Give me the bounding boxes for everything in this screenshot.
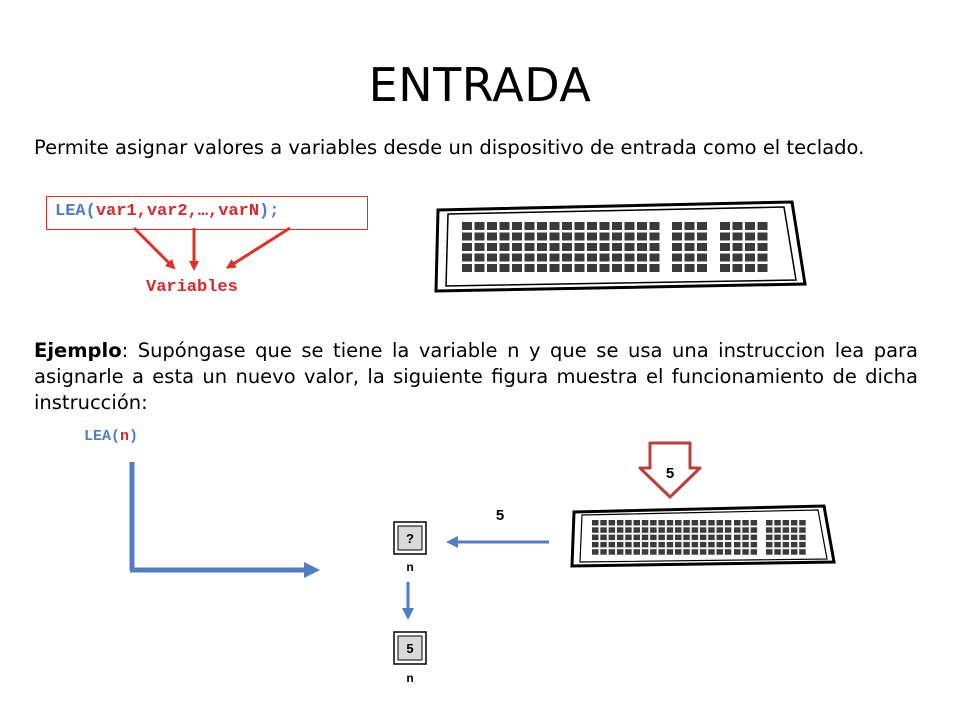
keyboard-key [700,520,707,526]
keyboard-key [667,542,674,548]
keyboard-key [745,254,755,262]
keyboard-key [799,549,806,555]
keyboard-key [742,520,749,526]
keyboard-key [617,527,624,533]
input-value: 5 [665,465,675,482]
keyboard-key [720,243,730,251]
keyboard-key [475,264,485,272]
keyboard-key [637,264,647,272]
keyboard-key [650,527,657,533]
keyboard-key [475,222,485,230]
keyboard-key [685,254,695,262]
keyboard-key [734,535,741,541]
keyboard-key [462,264,472,272]
keyboard-key [700,535,707,541]
keyboard-key [734,520,741,526]
keyboard-key [512,222,522,230]
keyboard-key [600,549,607,555]
keyboard-key [672,233,682,241]
variables-label: Variables [146,278,238,297]
keyboard-key [783,542,790,548]
keyboard-key [700,527,707,533]
keyboard-key [791,535,798,541]
keyboard-key [587,254,597,262]
keyboard-key [766,535,773,541]
keyboard-key [609,542,616,548]
keyboard-key [672,254,682,262]
keyboard-key [487,254,497,262]
keyboard-key [462,254,472,262]
keyboard-key [625,535,632,541]
keyboard-key [634,542,641,548]
keyboard-key [667,549,674,555]
keyboard-key [742,549,749,555]
keyboard-key [733,233,743,241]
keyboard-key [667,527,674,533]
keyboard-key [587,233,597,241]
keyboard-key [697,233,707,241]
down-arrow-icon [640,443,700,497]
keyboard-key [487,264,497,272]
keyboard-key [592,542,599,548]
example-code-arg: n [120,428,130,445]
keyboard-key [650,243,660,251]
keyboard-key [733,264,743,272]
keyboard-key [667,535,674,541]
keyboard-key [658,520,665,526]
keyboard-key [758,233,768,241]
keyboard-key [612,254,622,262]
keyboard-key [742,542,749,548]
keyboard-key [600,264,610,272]
keyboard-key [751,535,758,541]
keyboard-key [642,542,649,548]
keyboard-key [625,254,635,262]
variable-box-after [394,632,426,685]
keyboard-key [725,520,732,526]
keyboard-key [550,233,560,241]
keyboard-key [658,527,665,533]
keyboard-key [625,549,632,555]
keyboard-key [692,527,699,533]
keyboard-key [500,243,510,251]
keyboard-key [700,549,707,555]
keyboard-key [600,520,607,526]
keyboard-key [751,520,758,526]
example-code-prefix: LEA( [84,428,121,445]
keyboard-key [667,520,674,526]
keyboard-key [734,527,741,533]
keyboard-key [575,222,585,230]
keyboard-key [725,549,732,555]
keyboard-key [600,254,610,262]
keyboard-key [609,549,616,555]
keyboard-key [525,254,535,262]
keyboard-key [720,264,730,272]
keyboard-key [475,243,485,251]
keyboard-key [791,549,798,555]
keyboard-key [774,549,781,555]
keyboard-key [625,222,635,230]
keyboard-key [500,254,510,262]
syntax-suffix: ); [259,202,280,221]
keyboard-key [462,243,472,251]
example-text: : Supóngase que se tiene la variable n y que se usa una instruccion lea para asignarle a esta un nuevo valor, la siguiente figura muestra el funcionamiento de dicha instrucción: [34,339,918,414]
keyboard-key [799,520,806,526]
keyboard-key [700,542,707,548]
keyboard-key [625,542,632,548]
keyboard-key [537,264,547,272]
keyboard-key [562,233,572,241]
keyboard-key [500,233,510,241]
keyboard-key [600,222,610,230]
keyboard-key [550,254,560,262]
keyboard-key [672,264,682,272]
keyboard-key [512,243,522,251]
example-code-suffix: ) [129,428,139,445]
keyboard-key [720,254,730,262]
keyboard-key [717,542,724,548]
before-value: ? [406,531,414,546]
keyboard-key [758,243,768,251]
keyboard-key [537,254,547,262]
keyboard-key [617,535,624,541]
keyboard-key [692,542,699,548]
keyboard-key [525,264,535,272]
keyboard-key [692,535,699,541]
keyboard-key [799,535,806,541]
keyboard-key [625,527,632,533]
keyboard-key [751,527,758,533]
keyboard-key [625,520,632,526]
keyboard-key [634,527,641,533]
keyboard-key [734,549,741,555]
keyboard-key [592,549,599,555]
keyboard-key [733,222,743,230]
keyboard-key [717,527,724,533]
keyboard-key [475,254,485,262]
keyboard-key [791,520,798,526]
keyboard-key [642,535,649,541]
keyboard-key [587,222,597,230]
keyboard-key [733,254,743,262]
keyboard-key [512,233,522,241]
keyboard-key [766,520,773,526]
keyboard-key [717,520,724,526]
keyboard-key [675,520,682,526]
keyboard-key [766,549,773,555]
keyboard-key [745,243,755,251]
keyboard-key [600,535,607,541]
keyboard-icon [572,506,834,566]
syntax-args: var1,var2,…,varN [95,202,260,221]
keyboard-key [500,222,510,230]
keyboard-key [634,520,641,526]
keyboard-key [697,222,707,230]
keyboard-key [717,549,724,555]
keyboard-key [650,264,660,272]
keyboard-key [720,233,730,241]
keyboard-key [708,542,715,548]
keyboard-key [685,243,695,251]
after-value: 5 [406,641,414,656]
keyboard-key [742,535,749,541]
keyboard-key [683,527,690,533]
keyboard-key [717,535,724,541]
keyboard-key [575,233,585,241]
keyboard-key [742,527,749,533]
slide-title: ENTRADA [368,58,592,112]
keyboard-key [774,542,781,548]
keyboard-key [783,520,790,526]
keyboard-key [685,222,695,230]
keyboard-key [791,542,798,548]
after-label: n [406,671,414,685]
keyboard-key [697,254,707,262]
keyboard-key [562,254,572,262]
keyboard-key [758,254,768,262]
keyboard-key [617,542,624,548]
keyboard-key [783,535,790,541]
before-label: n [406,560,414,574]
keyboard-key [658,549,665,555]
keyboard-key [725,535,732,541]
keyboard-key [642,520,649,526]
keyboard-key [692,520,699,526]
keyboard-key [697,264,707,272]
keyboard-key [587,243,597,251]
keyboard-key [562,264,572,272]
keyboard-key [708,549,715,555]
keyboard-key [685,264,695,272]
keyboard-key [725,527,732,533]
keyboard-key [675,542,682,548]
keyboard-key [600,542,607,548]
keyboard-key [512,254,522,262]
keyboard-key [537,233,547,241]
keyboard-key [512,264,522,272]
keyboard-key [525,222,535,230]
keyboard-key [562,243,572,251]
keyboard-key [600,243,610,251]
keyboard-key [745,264,755,272]
keyboard-key [720,222,730,230]
keyboard-key [537,222,547,230]
keyboard-key [650,222,660,230]
keyboard-key [625,264,635,272]
intro-text: Permite asignar valores a variables desde un dispositivo de entrada como el teclado. [34,136,865,159]
keyboard-key [650,549,657,555]
keyboard-key [751,549,758,555]
keyboard-key [708,535,715,541]
keyboard-key [617,549,624,555]
keyboard-key [683,535,690,541]
variables-arrows [134,228,290,266]
keyboard-key [675,527,682,533]
keyboard-key [783,549,790,555]
keyboard-key [766,542,773,548]
keyboard-key [475,233,485,241]
keyboard-key [625,233,635,241]
keyboard-key [525,233,535,241]
keyboard-key [487,243,497,251]
keyboard-key [609,527,616,533]
keyboard-key [675,535,682,541]
keyboard-key [697,243,707,251]
keyboard-key [634,535,641,541]
keyboard-key [745,233,755,241]
value-transfer-arrow [452,507,549,542]
keyboard-key [625,243,635,251]
keyboard-key [799,542,806,548]
keyboard-key [612,222,622,230]
keyboard-key [525,243,535,251]
keyboard-key [692,549,699,555]
keyboard-key [791,527,798,533]
keyboard-key [637,233,647,241]
keyboard-key [672,222,682,230]
keyboard-key [575,243,585,251]
keyboard-key [745,222,755,230]
keyboard-key [592,520,599,526]
keyboard-key [575,254,585,262]
keyboard-key [462,233,472,241]
keyboard-key [751,542,758,548]
keyboard-key [650,535,657,541]
keyboard-key [758,222,768,230]
keyboard-key [634,549,641,555]
keyboard-key [562,222,572,230]
keyboard-key [783,527,790,533]
keyboard-key [612,233,622,241]
keyboard-key [609,520,616,526]
keyboard-key [487,222,497,230]
keyboard-key [774,520,781,526]
keyboard-key [612,243,622,251]
keyboard-key [587,264,597,272]
keyboard-key [600,233,610,241]
keyboard-key [637,243,647,251]
keyboard-key [683,549,690,555]
keyboard-key [550,243,560,251]
keyboard-icon [436,202,805,291]
keyboard-key [683,542,690,548]
keyboard-key [658,535,665,541]
example-label: Ejemplo [34,339,122,362]
keyboard-key [637,222,647,230]
keyboard-key [487,233,497,241]
keyboard-key [766,527,773,533]
keyboard-key [650,254,660,262]
keyboard-key [774,527,781,533]
variable-box-before [394,522,426,574]
keyboard-key [550,264,560,272]
keyboard-key [642,527,649,533]
keyboard-key [612,264,622,272]
keyboard-key [637,254,647,262]
keyboard-key [734,542,741,548]
keyboard-key [575,264,585,272]
keyboard-key [592,527,599,533]
keyboard-key [725,542,732,548]
keyboard-key [758,264,768,272]
keyboard-key [672,243,682,251]
keyboard-key [650,233,660,241]
keyboard-key [617,520,624,526]
keyboard-key [600,527,607,533]
keyboard-key [550,222,560,230]
keyboard-key [733,243,743,251]
keyboard-key [537,243,547,251]
keyboard-key [650,542,657,548]
keyboard-key [500,264,510,272]
keyboard-key [774,535,781,541]
keyboard-key [683,520,690,526]
keyboard-key [685,233,695,241]
keyboard-key [642,549,649,555]
keyboard-key [462,222,472,230]
flow-arrow-l [130,462,312,570]
syntax-prefix: LEA( [55,202,96,221]
keyboard-key [708,520,715,526]
keyboard-key [675,549,682,555]
keyboard-key [609,535,616,541]
keyboard-key [658,542,665,548]
keyboard-key [650,520,657,526]
transfer-value: 5 [495,507,505,524]
keyboard-key [708,527,715,533]
keyboard-key [592,535,599,541]
keyboard-key [799,527,806,533]
